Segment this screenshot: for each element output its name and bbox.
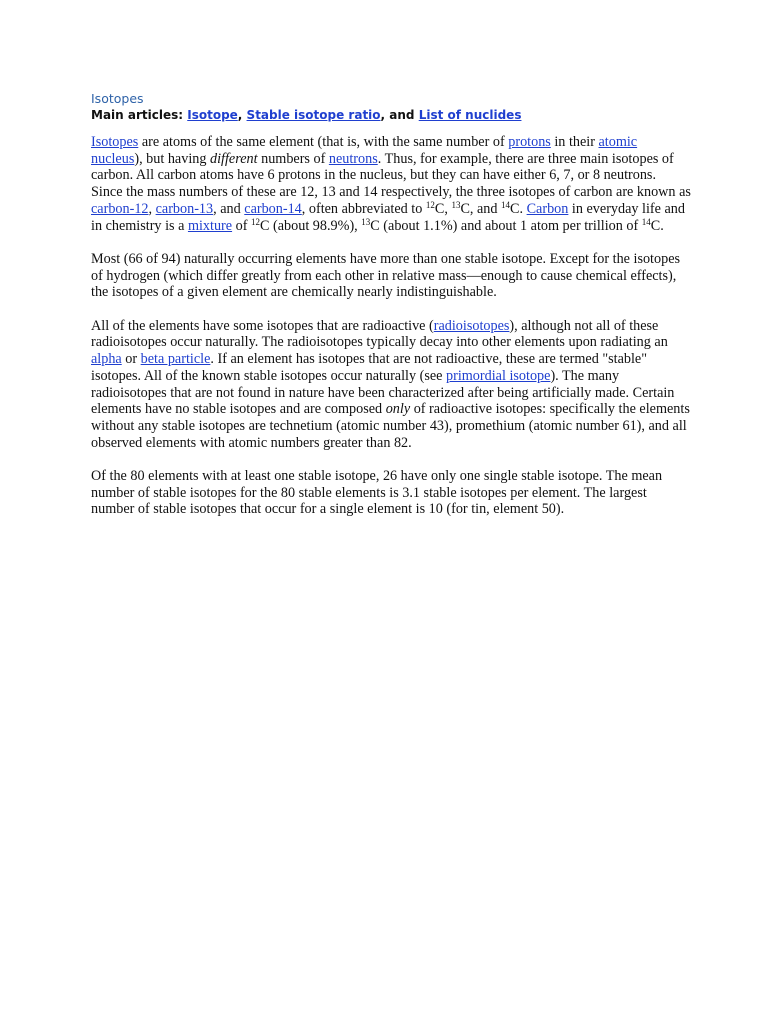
- text-run: numbers of: [257, 150, 329, 167]
- paragraph-radioisotopes: [91, 318, 691, 452]
- link-stable-isotope-ratio[interactable]: Stable isotope ratio: [246, 108, 381, 122]
- text-run: ), but having: [134, 150, 210, 167]
- text-run: C.: [650, 217, 664, 234]
- link-alpha[interactable]: alpha: [91, 351, 122, 368]
- superscript-mass-number: 14: [501, 199, 511, 210]
- text-run: ,: [148, 200, 156, 217]
- superscript-mass-number: 12: [425, 199, 435, 210]
- superscript-mass-number: 14: [641, 216, 651, 227]
- link-isotopes[interactable]: Isotopes: [91, 134, 139, 150]
- text-run: are atoms of the same element (that is, with the same number of: [138, 134, 509, 150]
- text-run: or: [121, 351, 141, 368]
- text-run: C (about 1.1%) and about 1 atom per trillion of: [370, 217, 642, 234]
- link-radioisotopes[interactable]: radioisotopes: [433, 317, 510, 334]
- text-run: , often abbreviated to: [301, 200, 426, 217]
- text-run: C, and: [460, 200, 502, 217]
- superscript-mass-number: 12: [251, 216, 260, 227]
- link-beta-particle[interactable]: beta particle: [140, 351, 211, 368]
- separator: ,: [237, 108, 247, 122]
- section-heading: Isotopes: [91, 91, 144, 106]
- text-run: , and: [213, 200, 245, 217]
- link-primordial-isotope[interactable]: primordial isotope: [446, 367, 551, 384]
- text-run: C,: [434, 200, 452, 217]
- document-page: [91, 90, 691, 535]
- emphasis-only: only: [385, 401, 411, 418]
- text-run: in their: [550, 134, 599, 150]
- link-atomic-nucleus[interactable]: atomic nucleus: [91, 134, 638, 167]
- link-isotope[interactable]: Isotope: [187, 108, 238, 122]
- link-carbon[interactable]: Carbon: [526, 200, 569, 217]
- superscript-mass-number: 13: [361, 216, 371, 227]
- link-list-of-nuclides[interactable]: List of nuclides: [418, 108, 522, 122]
- paragraph-isotopes-definition: [91, 134, 691, 234]
- link-carbon-13[interactable]: carbon-13: [155, 200, 214, 217]
- superscript-mass-number: 13: [451, 199, 461, 210]
- text-run: ). The many radioisotopes that are not found in nature have been characterized after being artificially made. Certain elements have no stable isotopes and are composed: [91, 367, 675, 418]
- text-run: of: [232, 217, 251, 234]
- link-protons[interactable]: protons: [508, 134, 551, 150]
- text-run: All of the elements have some isotopes that are radioactive (: [91, 317, 434, 334]
- paragraph-stable-isotope-counts: Of the 80 elements with at least one stable isotope, 26 have only one single stable isotope. The mean number of stable isotopes for the 80 stable elements is 3.1 stable isotopes per element. The largest number of stable isotopes that occur for a single element is 10 (for tin, element 50).: [91, 468, 663, 518]
- text-run: C (about 98.9%),: [260, 217, 362, 234]
- text-run: ), although not all of these radioisotopes occur naturally. The radioisotopes typically decay into other elements upon radiating an: [91, 317, 668, 351]
- text-run: . Thus, for example, there are three main isotopes of carbon. All carbon atoms have 6 protons in the nucleus, but they can have either 6, 7, or 8 neutrons. Since the mass numbers of these are 12, 13 and 14 respectively, the three isotopes of carbon are known as: [91, 150, 691, 201]
- link-mixture[interactable]: mixture: [187, 217, 233, 234]
- paragraph-stable-isotopes: Most (66 of 94) naturally occurring elements have more than one stable isotope. Except for the isotopes of hydrogen (which differ greatly from each other in relative mass—enough to cause chemical effects), the isotopes of a given element are chemically nearly indistinguishable.: [91, 250, 681, 301]
- link-carbon-12[interactable]: carbon-12: [91, 200, 149, 217]
- text-run: in everyday life and in chemistry is a: [91, 200, 685, 234]
- text-run: of radioactive isotopes: specifically the elements without any stable isotopes are technetium (atomic number 43), promethium (atomic number 61), and all observed elements with atomic numbers greater than 82.: [91, 401, 690, 451]
- main-articles-prefix: Main articles:: [91, 108, 188, 122]
- text-run: C.: [510, 200, 527, 217]
- emphasis-different: different: [210, 150, 258, 167]
- text-run: . If an element has isotopes that are not radioactive, these are termed "stable" isotopes. All of the known stable isotopes occur naturally (see: [91, 351, 648, 384]
- separator: , and: [380, 108, 419, 122]
- link-neutrons[interactable]: neutrons: [328, 150, 378, 167]
- link-carbon-14[interactable]: carbon-14: [244, 200, 302, 217]
- main-articles-line: [91, 107, 691, 124]
